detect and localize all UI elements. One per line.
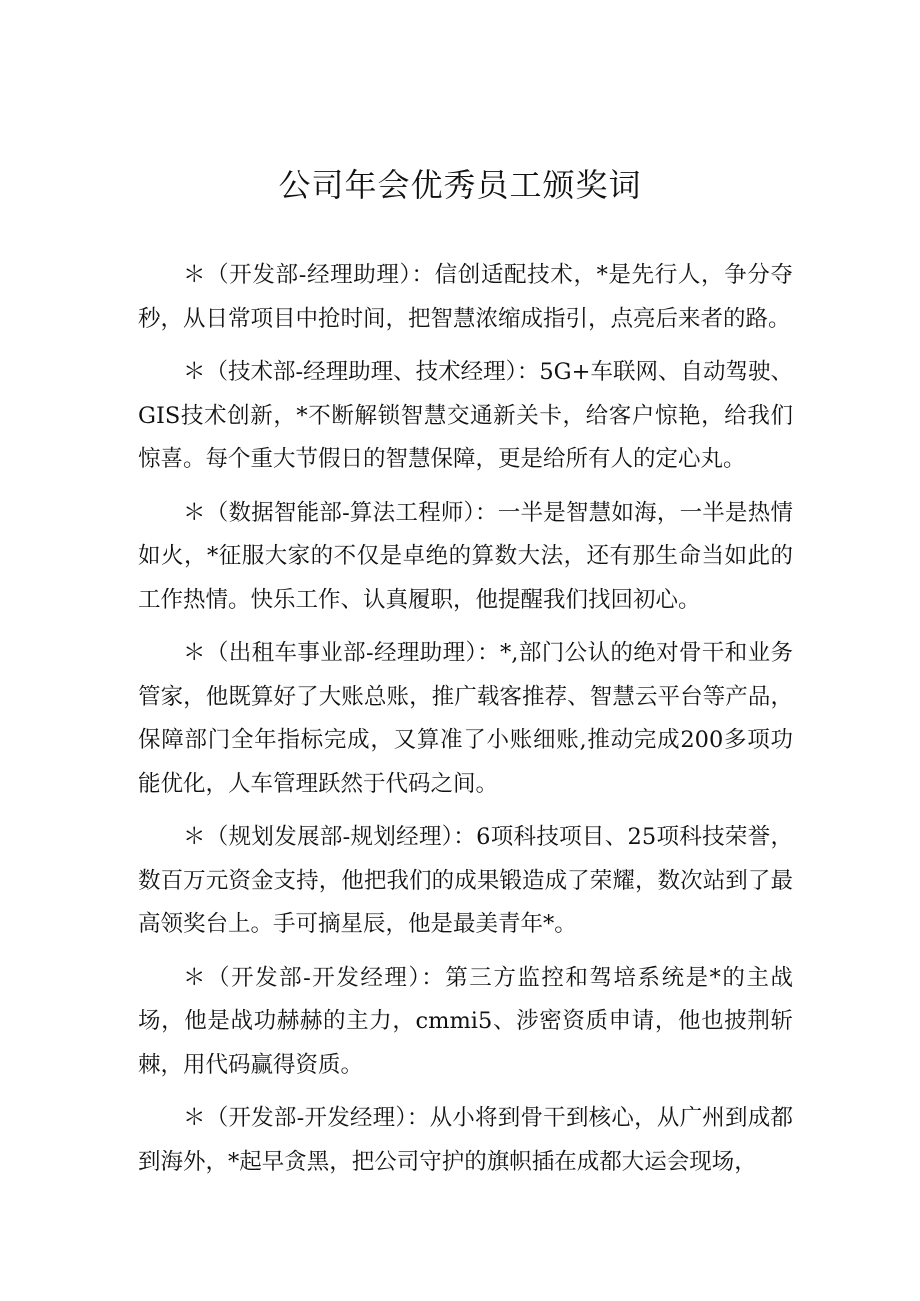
award-paragraph-1: ＊（开发部-经理助理）：信创适配技术，*是先行人，争分夺秒，从日常项目中抢时间，把智慧浓缩成指引，点亮后来者的路。: [138, 262, 793, 332]
document-title: 公司年会优秀员工颁奖词: [278, 166, 642, 204]
award-paragraph-4: ＊（出租车事业部-经理助理）：*,部门公认的绝对骨干和业务管家，他既算好了大账总账，推广载客推荐、智慧云平台等产品，保障部门全年指标完成，又算准了小账细账,推动完成200多项功能优化，人车管理跃然于代码之间。: [138, 640, 793, 797]
award-paragraph-6: ＊（开发部-开发经理）：第三方监控和驾培系统是*的主战场，他是战功赫赫的主力，cmmi5、涉密资质申请，他也披荆斩棘，用代码赢得资质。: [138, 964, 793, 1078]
award-paragraph-7: ＊（开发部-开发经理）：从小将到骨干到核心，从广州到成都到海外，*起早贪黑，把公司守护的旗帜插在成都大运会现场，: [138, 1105, 793, 1175]
award-paragraph-2: ＊（技术部-经理助理、技术经理）：5G+车联网、自动驾驶、GIS技术创新，*不断解锁智慧交通新关卡，给客户惊艳，给我们惊喜。每个重大节假日的智慧保障，更是给所有人的定心丸。: [138, 359, 793, 472]
award-paragraph-3: ＊（数据智能部-算法工程师）：一半是智慧如海，一半是热情如火，*征服大家的不仅是卓绝的算数大法，还有那生命当如此的工作热情。快乐工作、认真履职，他提醒我们找回初心。: [138, 499, 793, 613]
award-paragraph-5: ＊（规划发展部-规划经理）：6项科技项目、25项科技荣誉，数百万元资金支持，他把我们的成果锻造成了荣耀，数次站到了最高领奖台上。手可摘星辰，他是最美青年*。: [138, 824, 793, 937]
document-body: [138, 254, 793, 1194]
